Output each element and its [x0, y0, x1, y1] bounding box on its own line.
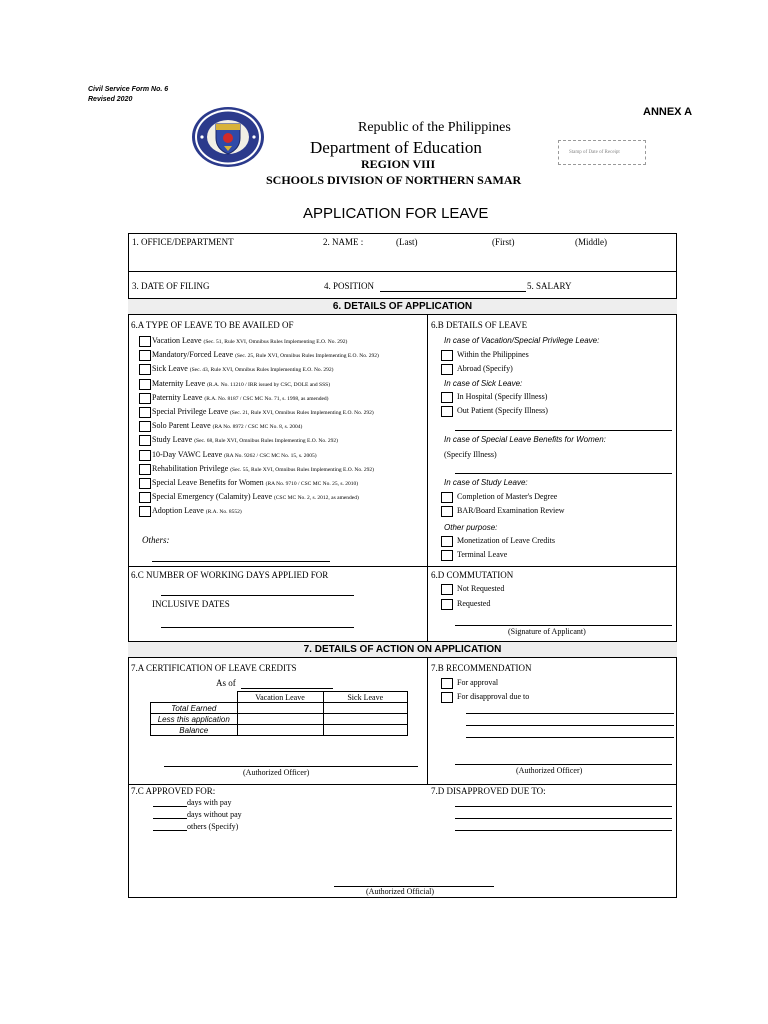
department-name: Department of Education: [310, 138, 482, 157]
specify-illness-label: (Specify Illness): [444, 450, 497, 459]
others-specify-label: others (Specify): [187, 822, 239, 831]
others-label: Others:: [142, 535, 170, 545]
leave-type-name: Special Emergency (Calamity) Leave: [152, 492, 273, 501]
out-patient-checkbox[interactable]: [441, 406, 453, 417]
balance-vacation-cell[interactable]: [237, 725, 323, 736]
leave-type-checkbox[interactable]: [139, 407, 151, 418]
divider: [128, 271, 677, 272]
row-total-earned: Total Earned: [151, 703, 238, 714]
leave-type-name: 10-Day VAWC Leave: [152, 450, 223, 459]
leave-type-item: [152, 394, 328, 403]
middle-name-label: (Middle): [575, 237, 607, 247]
disapproved-reason-field[interactable]: [455, 806, 672, 807]
as-of-field[interactable]: [241, 688, 333, 689]
date-filing-label: 3. DATE OF FILING: [132, 281, 210, 291]
leave-type-name: Rehabilitation Privilege: [152, 464, 229, 473]
sick-case-label: In case of Sick Leave:: [444, 379, 523, 388]
days-with-pay-field[interactable]: [153, 806, 187, 807]
first-name-label: (First): [492, 237, 515, 247]
terminal-leave-label: Terminal Leave: [457, 550, 508, 559]
authorized-officer-b-label: (Authorized Officer): [516, 766, 583, 775]
form-number: Civil Service Form No. 6: [88, 86, 169, 93]
leave-type-name: Vacation Leave: [152, 336, 202, 345]
leave-type-name: Sick Leave: [152, 364, 188, 373]
bar-review-checkbox[interactable]: [441, 506, 453, 517]
leave-type-reference: (CSC MC No. 2, s. 2012, as amended): [274, 495, 359, 501]
leave-type-checkbox[interactable]: [139, 421, 151, 432]
for-disapproval-checkbox[interactable]: [441, 692, 453, 703]
leave-type-item: [152, 422, 302, 431]
officer-b-signature-field[interactable]: [455, 764, 672, 765]
disapproved-reason-field[interactable]: [455, 818, 672, 819]
for-disapproval-label: For disapproval due to: [457, 692, 530, 701]
deped-seal-logo: [190, 106, 266, 168]
name-label: 2. NAME :: [323, 237, 364, 247]
authorized-official-label: (Authorized Official): [366, 887, 435, 896]
leave-type-reference: (RA No. 9262 / CSC MC No. 15, s. 2005): [224, 453, 317, 459]
total-earned-vacation-cell[interactable]: [237, 703, 323, 714]
table-corner: [151, 692, 238, 703]
divider: [128, 566, 677, 567]
leave-type-checkbox[interactable]: [139, 464, 151, 475]
leave-type-reference: (Sec. 51, Rule XVI, Omnibus Rules Implementing E.O. No. 292): [203, 339, 348, 345]
authorized-officer-label: (Authorized Officer): [243, 768, 310, 777]
leave-type-reference: (Sec. 21, Rule XVI, Omnibus Rules Implementing E.O. No. 292): [229, 410, 374, 416]
leave-type-reference: (Sec. 55, Rule XVI, Omnibus Rules Implementing E.O. No. 292): [230, 467, 374, 473]
within-philippines-label: Within the Philippines: [457, 350, 529, 359]
sick-illness-field[interactable]: [455, 430, 672, 431]
leave-type-checkbox[interactable]: [139, 450, 151, 461]
position-field[interactable]: [380, 291, 526, 292]
last-name-label: (Last): [396, 237, 418, 247]
leave-type-name: Maternity Leave: [152, 379, 206, 388]
leave-type-item: [152, 380, 330, 389]
applicant-signature-field[interactable]: [455, 625, 672, 626]
leave-type-item: [152, 451, 317, 460]
for-approval-label: For approval: [457, 678, 499, 687]
office-label: 1. OFFICE/DEPARTMENT: [132, 237, 234, 247]
section-6b-title: 6.B DETAILS OF LEAVE: [431, 320, 528, 330]
form-revised: Revised 2020: [88, 96, 133, 103]
section-7a-title: 7.A CERTIFICATION OF LEAVE CREDITS: [131, 663, 297, 673]
republic-line: Republic of the Philippines: [358, 120, 511, 135]
leave-type-name: Special Leave Benefits for Women: [152, 478, 264, 487]
leave-type-item: [152, 493, 359, 502]
leave-credits-table: [150, 691, 408, 736]
leave-type-reference: (Sec. 25, Rule XVI, Omnibus Rules Implementing E.O. No. 292): [235, 353, 379, 359]
leave-type-reference: (Sec. 68, Rule XVI, Omnibus Rules Implementing E.O. No. 292): [194, 438, 338, 444]
vacation-case-label: In case of Vacation/Special Privilege Leave:: [444, 336, 600, 345]
leave-type-item: [152, 479, 358, 488]
applicant-signature-label: (Signature of Applicant): [508, 627, 586, 636]
leave-type-checkbox[interactable]: [139, 364, 151, 375]
section-6c-title: 6.C NUMBER OF WORKING DAYS APPLIED FOR: [131, 570, 329, 580]
leave-type-reference: (Sec. 43, Rule XVI, Omnibus Rules Implementing E.O. No. 292): [189, 367, 334, 373]
section-7d-title: 7.D DISAPPROVED DUE TO:: [431, 786, 546, 796]
less-application-sick-cell[interactable]: [323, 714, 408, 725]
leave-type-name: Solo Parent Leave: [152, 421, 211, 430]
leave-type-name: Study Leave: [152, 435, 193, 444]
women-case-label: In case of Special Leave Benefits for Women:: [444, 435, 606, 444]
leave-type-item: [152, 337, 347, 346]
out-patient-label: Out Patient (Specify Illness): [457, 406, 548, 415]
division-name: SCHOOLS DIVISION OF NORTHERN SAMAR: [266, 173, 522, 187]
row-less-application: Less this application: [151, 714, 238, 725]
salary-label: 5. SALARY: [527, 281, 572, 291]
annex-label: ANNEX A: [643, 106, 693, 118]
as-of-label: As of: [216, 678, 236, 688]
leave-type-checkbox[interactable]: [139, 379, 151, 390]
officer-signature-field[interactable]: [164, 766, 418, 767]
study-case-label: In case of Study Leave:: [444, 478, 528, 487]
divider: [128, 784, 677, 785]
abroad-label: Abroad (Specify): [457, 364, 513, 373]
section-7-header: 7. DETAILS OF ACTION ON APPLICATION: [128, 641, 677, 658]
leave-type-checkbox[interactable]: [139, 350, 151, 361]
leave-type-checkbox[interactable]: [139, 393, 151, 404]
section-7b-title: 7.B RECOMMENDATION: [431, 663, 532, 673]
leave-type-item: [152, 436, 338, 445]
others-field[interactable]: [152, 561, 330, 562]
requested-checkbox[interactable]: [441, 599, 453, 610]
section-6-header: 6. DETAILS OF APPLICATION: [128, 298, 677, 315]
disapproved-reason-field[interactable]: [455, 830, 672, 831]
abroad-checkbox[interactable]: [441, 364, 453, 375]
leave-type-checkbox[interactable]: [139, 478, 151, 489]
monetization-checkbox[interactable]: [441, 536, 453, 547]
requested-label: Requested: [457, 599, 491, 608]
within-philippines-checkbox[interactable]: [441, 350, 453, 361]
leave-type-item: [152, 408, 374, 417]
leave-type-checkbox[interactable]: [139, 506, 151, 517]
region-name: REGION VIII: [361, 157, 436, 171]
days-without-pay-label: days without pay: [187, 810, 242, 819]
leave-type-reference: (RA No. 9710 / CSC MC No. 25, s. 2010): [265, 481, 359, 487]
other-purpose-label: Other purpose:: [444, 523, 498, 532]
leave-type-name: Adoption Leave: [152, 506, 204, 515]
leave-type-checkbox[interactable]: [139, 336, 151, 347]
leave-type-checkbox[interactable]: [139, 435, 151, 446]
working-days-field[interactable]: [161, 595, 354, 596]
col-sick-header: Sick Leave: [323, 692, 408, 703]
leave-type-item: [152, 465, 374, 474]
in-hospital-checkbox[interactable]: [441, 392, 453, 403]
form-title: APPLICATION FOR LEAVE: [303, 205, 489, 222]
for-approval-checkbox[interactable]: [441, 678, 453, 689]
leave-type-name: Mandatory/Forced Leave: [152, 350, 234, 359]
leave-type-item: [152, 351, 379, 360]
leave-type-reference: (RA No. 8972 / CSC MC No. 8, s. 2004): [212, 424, 303, 430]
leave-type-name: Paternity Leave: [152, 393, 203, 402]
monetization-label: Monetization of Leave Credits: [457, 536, 555, 545]
bar-review-label: BAR/Board Examination Review: [457, 506, 565, 515]
row-balance: Balance: [151, 725, 238, 736]
leave-type-reference: (R.A. No. 8552): [205, 509, 242, 515]
receipt-stamp-label: Stamp of Date of Receipt: [569, 150, 620, 155]
column-divider: [427, 315, 428, 641]
inclusive-dates-field[interactable]: [161, 627, 354, 628]
leave-type-item: [152, 365, 334, 374]
disapproval-reason-field[interactable]: [466, 737, 674, 738]
leave-type-checkbox[interactable]: [139, 492, 151, 503]
leave-type-item: [152, 507, 242, 516]
leave-type-reference: (R.A. No. 8187 / CSC MC No. 71, s. 1998, as amended): [204, 396, 329, 402]
not-requested-label: Not Requested: [457, 584, 505, 593]
section-7c-title: 7.C APPROVED FOR:: [131, 786, 216, 796]
disapproval-reason-field[interactable]: [466, 713, 674, 714]
leave-type-name: Special Privilege Leave: [152, 407, 228, 416]
section-6d-title: 6.D COMMUTATION: [431, 570, 514, 580]
days-with-pay-label: days with pay: [187, 798, 232, 807]
terminal-leave-checkbox[interactable]: [441, 550, 453, 561]
others-specify-field[interactable]: [153, 830, 187, 831]
receipt-stamp-box: [558, 140, 646, 165]
women-illness-field[interactable]: [455, 473, 672, 474]
col-vacation-header: Vacation Leave: [237, 692, 323, 703]
leave-type-reference: (R.A. No. 11210 / IRR issued by CSC, DOLE and SSS): [207, 382, 331, 388]
column-divider: [427, 658, 428, 784]
masters-label: Completion of Master's Degree: [457, 492, 558, 501]
in-hospital-label: In Hospital (Specify Illness): [457, 392, 548, 401]
less-application-vacation-cell[interactable]: [237, 714, 323, 725]
masters-checkbox[interactable]: [441, 492, 453, 503]
inclusive-dates-label: INCLUSIVE DATES: [152, 599, 230, 609]
balance-sick-cell[interactable]: [323, 725, 408, 736]
total-earned-sick-cell[interactable]: [323, 703, 408, 714]
position-label: 4. POSITION: [324, 281, 375, 291]
days-without-pay-field[interactable]: [153, 818, 187, 819]
not-requested-checkbox[interactable]: [441, 584, 453, 595]
section-6a-title: 6.A TYPE OF LEAVE TO BE AVAILED OF: [131, 320, 294, 330]
disapproval-reason-field[interactable]: [466, 725, 674, 726]
